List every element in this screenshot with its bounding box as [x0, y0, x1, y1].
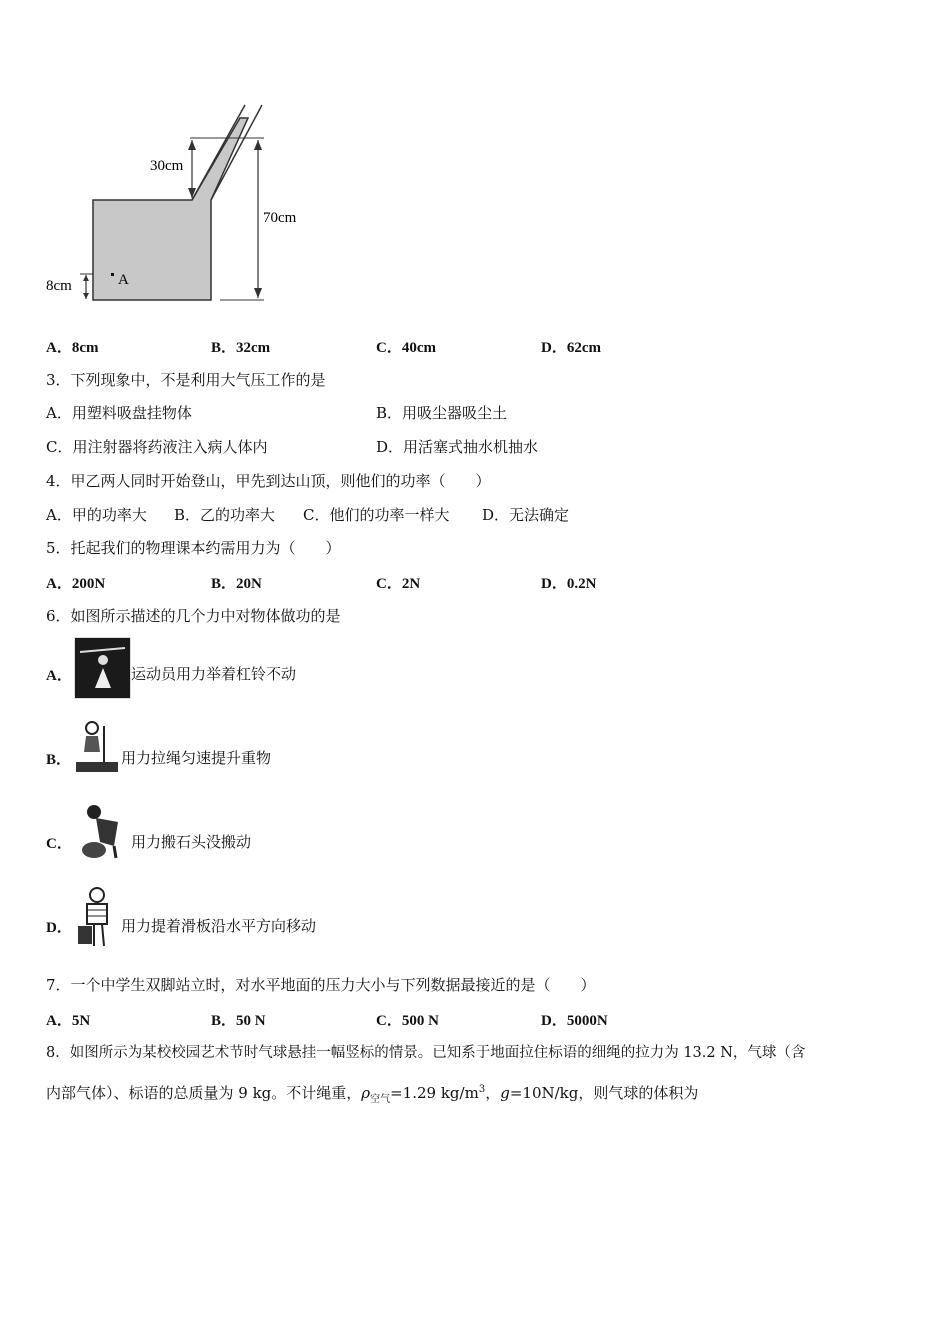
- q3-option-c: C．用注射器将药液注入病人体内: [46, 438, 268, 456]
- fig-label-70: 70cm: [263, 210, 297, 226]
- q6-option-c-text: 用力搬石头没搬动: [131, 833, 252, 851]
- skateboard-carry-image: [74, 886, 120, 948]
- q6-option-b-letter: B．: [46, 752, 72, 768]
- rho-symbol: ρ: [361, 1084, 371, 1102]
- q6-option-a-text: 运动员用力举着杠铃不动: [131, 665, 297, 683]
- q8-line1: 8．如图所示为某校校园艺术节时气球悬挂一幅竖标的情景。已知系于地面拉住标语的细绳的拉力为 13.2 N，气球（含: [46, 1045, 806, 1061]
- q6-option-a-letter: A．: [46, 668, 72, 684]
- q6-stem: 6．如图所示描述的几个力中对物体做功的是: [46, 607, 341, 625]
- q8-line2: [46, 1080, 698, 1110]
- rho-unit-exponent: 3: [478, 1084, 486, 1095]
- weightlifter-image: [74, 637, 131, 699]
- rope-lift-image: [74, 718, 120, 776]
- q4-option-d: D．无法确定: [482, 506, 570, 524]
- q2-option-d: D．62cm: [541, 340, 601, 356]
- water-fill: [93, 118, 248, 300]
- q4-option-c: C．他们的功率一样大: [303, 506, 450, 524]
- q2-option-b: B．32cm: [211, 340, 271, 356]
- g-value: =10N/kg，则气球的体积为: [509, 1084, 699, 1102]
- q5-stem: 5．托起我们的物理课本约需用力为（ ）: [46, 539, 341, 557]
- q5-option-b: B．20N: [211, 576, 262, 592]
- q6-option-d-text: 用力提着滑板沿水平方向移动: [121, 917, 317, 935]
- stone-lift-image: [74, 802, 130, 860]
- q4-option-a: A．甲的功率大: [46, 506, 147, 524]
- q6-option-b-text: 用力拉绳匀速提升重物: [121, 749, 272, 767]
- fig-label-8: 8cm: [46, 278, 72, 294]
- rho-subscript: 空气: [370, 1094, 391, 1105]
- q4-stem: 4．甲乙两人同时开始登山，甲先到达山顶，则他们的功率（ ）: [46, 472, 491, 490]
- fig-label-A: A: [118, 272, 129, 288]
- q2-option-c: C．40cm: [376, 340, 436, 356]
- q5-option-d: D．0.2N: [541, 576, 597, 592]
- rho-value: =1.29 kg/m: [390, 1084, 479, 1102]
- q3-stem: 3．下列现象中，不是利用大气压工作的是: [46, 371, 326, 389]
- q7-option-c: C．500 N: [376, 1013, 439, 1029]
- q7-stem: 7．一个中学生双脚站立时，对水平地面的压力大小与下列数据最接近的是（ ）: [46, 976, 596, 994]
- q4-option-b: B．乙的功率大: [174, 506, 276, 524]
- g-separator: ，: [485, 1084, 501, 1102]
- q6-option-c-letter: C．: [46, 836, 72, 852]
- q7-option-a: A．5N: [46, 1013, 91, 1029]
- q2-option-a: A．8cm: [46, 340, 99, 356]
- q3-option-a: A．用塑料吸盘挂物体: [46, 404, 192, 422]
- q7-option-b: B．50 N: [211, 1013, 266, 1029]
- container-figure: [40, 100, 310, 310]
- q8-line2-text: 内部气体）、标语的总质量为 9 kg。不计绳重，: [46, 1084, 362, 1102]
- g-symbol: g: [500, 1084, 510, 1102]
- q5-option-c: C．2N: [376, 576, 421, 592]
- q7-option-d: D．5000N: [541, 1013, 608, 1029]
- q6-option-d-letter: D．: [46, 920, 72, 936]
- q3-option-b: B．用吸尘器吸尘土: [376, 404, 508, 422]
- fig-label-30: 30cm: [150, 158, 184, 174]
- q5-option-a: A．200N: [46, 576, 106, 592]
- q3-option-d: D．用活塞式抽水机抽水: [376, 438, 539, 456]
